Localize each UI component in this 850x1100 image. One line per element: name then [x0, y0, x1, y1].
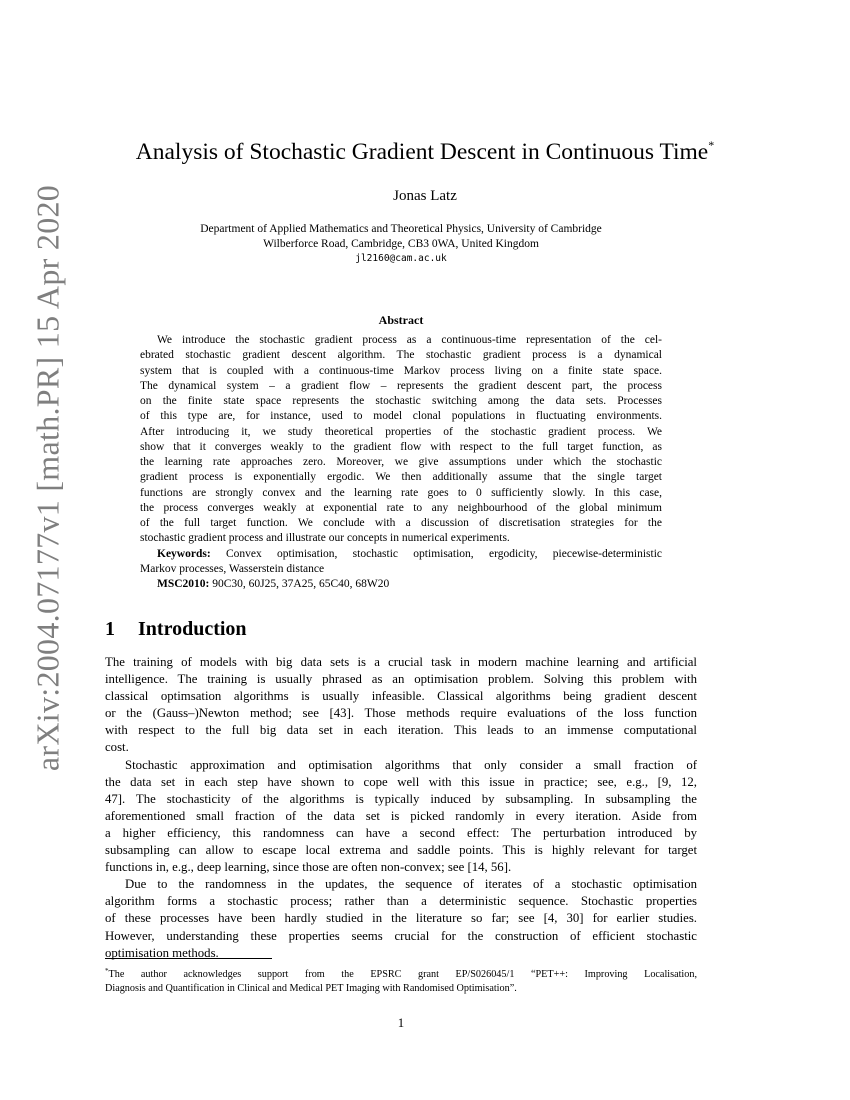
abstract-line: system that is coupled with a continuous-time Markov process living on a finite state space.: [140, 364, 662, 377]
abstract-line: ebrated stochastic gradient descent algorithm. The stochastic gradient process is a dynamical: [140, 349, 662, 362]
abstract-line: on the finite state space represents the stochastic switching among the data sets. Processes: [140, 395, 662, 407]
abstract-line: stochastic gradient process and illustrate our concepts in numerical experiments.: [140, 532, 510, 545]
author-name: Jonas Latz: [393, 188, 457, 204]
footnote-text-1: The author acknowledges support from the EPSRC grant EP/S026045/1 “PET++: Improving Localisation,: [108, 969, 697, 980]
footnote: [105, 964, 697, 996]
body-line: a higher efficiency, this randomness can have a second effect: The perturbation introduced by: [105, 825, 697, 840]
msc-line: [140, 577, 662, 592]
keywords-label: Keywords:: [157, 547, 211, 560]
author-email: jl2160@cam.ac.uk: [355, 253, 447, 264]
section-number: 1: [105, 618, 115, 640]
body-line: However, understanding these properties seems crucial for the construction of efficient stochastic: [105, 928, 697, 943]
title-text: Analysis of Stochastic Gradient Descent in Continuous Time: [135, 139, 709, 165]
abstract-line: show that it converges weakly to the gradient flow with respect to the full target function, as: [140, 440, 662, 453]
affiliation: [0, 222, 802, 252]
msc-label: MSC2010:: [157, 578, 210, 590]
body-line: cost.: [105, 740, 129, 755]
keywords-line: [140, 547, 662, 562]
body-line: classical optimsation algorithms is usually infeasible. Classical algorithms being gradient descent: [105, 689, 697, 704]
page-number: 1: [397, 1016, 405, 1030]
msc-value: 90C30, 60J25, 37A25, 65C40, 68W20: [209, 578, 390, 590]
body-line: algorithm forms a stochastic process; rather than a deterministic sequence. Stochastic properties: [105, 894, 697, 909]
abstract-body: [140, 333, 662, 592]
introduction-body: [105, 654, 697, 962]
abstract-line: After introducing it, we study theoretical properties of the stochastic gradient process. We: [140, 425, 662, 438]
abstract-line: functions are strongly convex and the learning rate goes to 0 sufficiently slowly. In this case,: [140, 486, 662, 499]
abstract-line: of the full target function. We conclude with a discussion of discretisation strategies for the: [140, 517, 662, 529]
keywords-line-2: Markov processes, Wasserstein distance: [140, 562, 325, 575]
body-line: aforementioned small fraction of the data set is picked randomly in every iteration. Aside from: [105, 808, 697, 823]
abstract-line: The dynamical system – a gradient flow – represents the gradient descent part, the process: [140, 379, 662, 392]
section-title: Introduction: [138, 618, 247, 640]
body-line: of these processes have been hardly studied in the literature so far; see [4, 30] for earlier studies.: [105, 911, 697, 926]
body-line: with respect to the full big data set in each iteration. This leads to an immense computational: [105, 723, 697, 738]
body-line: intelligence. The training is usually phrased as an optimisation problem. Solving this problem with: [105, 672, 697, 687]
abstract-line: We introduce the stochastic gradient process as a continuous-time representation of the cel-: [157, 334, 662, 346]
section-heading: [105, 618, 247, 641]
body-line: the data set in each step have shown to cope well with this issue in practice; see, e.g., [9, 12,: [105, 774, 697, 789]
body-line: or the (Gauss–)Newton method; see [43]. Those methods require evaluations of the loss function: [105, 706, 697, 721]
footnote-line-1: [105, 964, 697, 982]
affiliation-line-2: Wilberforce Road, Cambridge, CB3 0WA, United Kingdom: [263, 238, 539, 250]
title-footnote-mark: *: [708, 138, 715, 152]
body-line: subsampling can allow to escape local extrema and saddle points. This is highly relevant for target: [105, 843, 697, 858]
abstract-line: the process converges weakly at exponential rate to any neighbourhood of the global minimum: [140, 501, 662, 514]
body-line: optimisation methods.: [105, 945, 219, 960]
body-line: Due to the randomness in the updates, the sequence of iterates of a stochastic optimisation: [125, 877, 697, 892]
abstract-line: the learning rate approaches zero. Moreover, we give assumptions under which the stochastic: [140, 456, 662, 468]
body-line: Stochastic approximation and optimisation algorithms that only consider a small fraction of: [125, 757, 697, 772]
body-line: The training of models with big data sets is a crucial task in modern machine learning and artificial: [105, 655, 697, 669]
paper-title: [0, 130, 850, 167]
abstract-line: gradient process is exponentially ergodic. We then additionally assume that the single target: [140, 471, 662, 484]
keywords-value: Convex optimisation, stochastic optimisation, ergodicity, piecewise-deterministic: [210, 547, 662, 560]
body-line: functions in, e.g., deep learning, since those are often non-convex; see [14, 56].: [105, 860, 512, 875]
abstract-line: of this type are, for instance, used to model clonal populations in fluctuating environments.: [140, 410, 662, 423]
footnote-mark: *: [105, 967, 109, 975]
body-line: 47]. The stochasticity of the algorithms is typically induced by subsampling. In subsampling the: [105, 791, 697, 806]
abstract-heading: Abstract: [378, 313, 424, 327]
footnote-rule: [105, 958, 272, 959]
affiliation-line-1: Department of Applied Mathematics and Theoretical Physics, University of Cambridge: [200, 223, 602, 235]
arxiv-identifier: arXiv:2004.07177v1 [math.PR] 15 Apr 2020: [29, 184, 66, 772]
footnote-line-2: Diagnosis and Quantification in Clinical and Medical PET Imaging with Randomised Optimisation”.: [105, 983, 517, 994]
